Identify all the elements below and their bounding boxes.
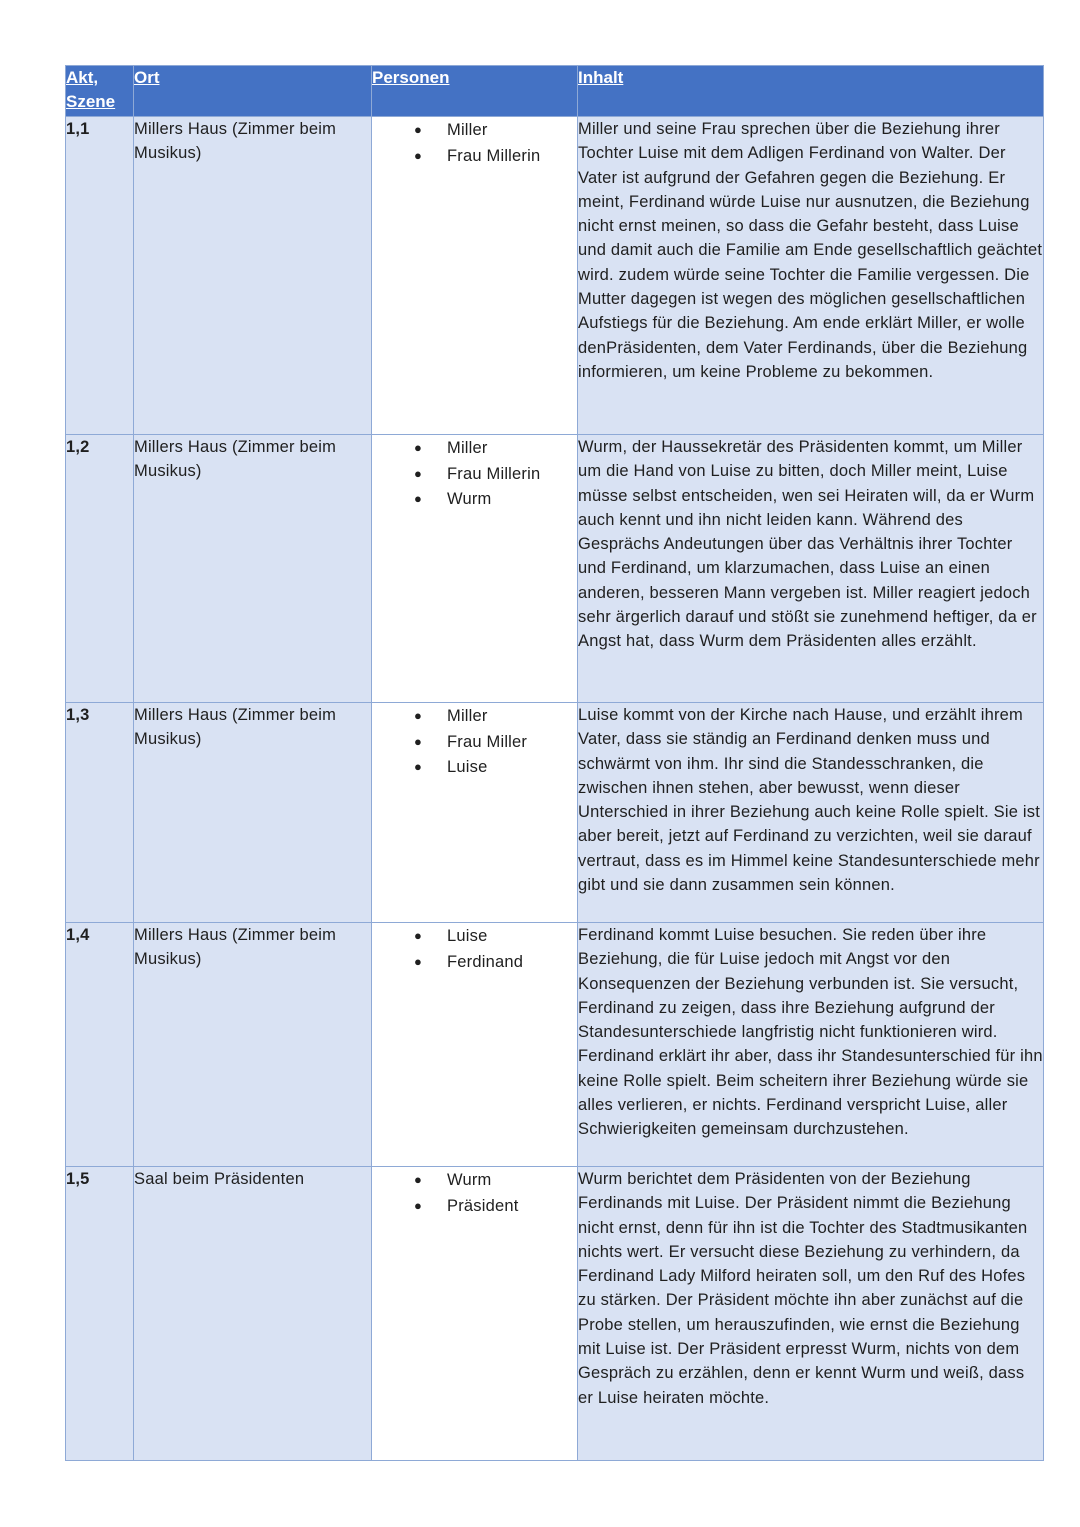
cell-ort: Millers Haus (Zimmer beim Musikus)	[134, 703, 372, 923]
cell-akt: 1,2	[66, 435, 134, 703]
cell-ort: Millers Haus (Zimmer beim Musikus)	[134, 117, 372, 435]
person-item: ● Miller	[372, 703, 577, 729]
person-item: ● Luise	[372, 923, 577, 949]
header-row	[66, 66, 1044, 117]
bullet-icon: ●	[414, 953, 423, 969]
person-list	[372, 923, 577, 974]
table-row	[66, 435, 1044, 703]
person-list	[372, 117, 577, 168]
cell-inhalt: Wurm, der Haussekretär des Präsidenten kommt, um Miller um die Hand von Luise zu bitten, doch Miller meint, Luise müsse selbst entscheiden, wen sei Heiraten will, da er Wurm auch kennt und ihn nicht leiden kann. Während des Gesprächs Andeutungen über das Verhältnis ihrer Tochter und Ferdinand, um klarzumachen, dass Luise an einen anderen, besseren Mann vergeben ist. Miller reagiert jedoch sehr ärgerlich darauf und stößt sie zunehmend heftiger, da er Angst hat, dass Wurm dem Präsidenten alles erzählt.	[578, 435, 1044, 703]
cell-ort: Saal beim Präsidenten	[134, 1167, 372, 1461]
cell-akt: 1,1	[66, 117, 134, 435]
bullet-icon: ●	[414, 1172, 423, 1187]
person-item: ● Frau Millerin	[372, 143, 577, 169]
bullet-icon: ●	[414, 147, 423, 163]
cell-personen	[372, 1167, 578, 1461]
cell-inhalt: Luise kommt von der Kirche nach Hause, und erzählt ihrem Vater, dass sie ständig an Ferdinand denken muss und schwärmt von ihm. Ihr sind die Standesschranken, die zwischen ihnen stehen, aber bewusst, wenn dieser Unterschied in ihrer Beziehung auch keine Rolle spielt. Sie ist aber bereit, jetzt auf Ferdinand zu verzichten, weil sie darauf vertraut, dass es im Himmel keine Standesunterschiede mehr gibt und sie dann zusammen sein können.	[578, 703, 1044, 923]
cell-inhalt: Ferdinand kommt Luise besuchen. Sie reden über ihre Beziehung, die für Luise jedoch mit Angst vor den Konsequenzen der Beziehung verbunden ist. Sie versucht, Ferdinand zu zeigen, dass ihre Beziehung aufgrund der Standesunterschiede langfristig nicht funktionieren wird. Ferdinand erklärt ihr aber, dass ihr Standesunterschied für ihn keine Rolle spielt. Beim scheitern ihrer Beziehung würde sie alles verlieren, er nichts. Ferdinand verspricht Luise, aller Schwierigkeiten gemeinsam durchzustehen.	[578, 923, 1044, 1167]
person-item: ● Wurm	[372, 1167, 577, 1193]
header-ort: Ort	[134, 66, 372, 117]
scene-table	[65, 65, 1044, 1461]
person-item: ● Miller	[372, 435, 577, 461]
bullet-icon: ●	[414, 759, 423, 774]
bullet-icon: ●	[414, 465, 423, 481]
table-row	[66, 1167, 1044, 1461]
cell-inhalt: Wurm berichtet dem Präsidenten von der Beziehung Ferdinands mit Luise. Der Präsident nimmt die Beziehung nicht ernst, denn für ihn ist die Tochter des Stadtmusikanten nichts wert. Er versucht diese Beziehung zu verhindern, da Ferdinand Lady Milford heiraten soll, um den Ruf des Hofes zu stärken. Der Präsident möchte ihn aber zunächst auf die Probe stellen, um herauszufinden, wie ernst die Beziehung mit Luise ist. Der Präsident erpresst Wurm, nichts von dem Gespräch zu erzählen, denn er kennt Wurm und weiß, dass er Luise heiraten möchte.	[578, 1167, 1044, 1461]
table-row	[66, 923, 1044, 1167]
person-item: ● Miller	[372, 117, 577, 143]
bullet-icon: ●	[414, 928, 423, 943]
cell-personen	[372, 435, 578, 703]
cell-personen	[372, 117, 578, 435]
bullet-icon: ●	[414, 733, 423, 749]
header-personen: Personen	[372, 66, 578, 117]
cell-akt: 1,5	[66, 1167, 134, 1461]
bullet-icon: ●	[414, 708, 423, 723]
person-item: ● Frau Millerin	[372, 461, 577, 487]
bullet-icon: ●	[414, 1197, 423, 1213]
cell-ort: Millers Haus (Zimmer beim Musikus)	[134, 923, 372, 1167]
person-item: ● Wurm	[372, 486, 577, 512]
table-row	[66, 703, 1044, 923]
cell-inhalt: Miller und seine Frau sprechen über die Beziehung ihrer Tochter Luise mit dem Adligen Ferdinand von Walter. Der Vater ist aufgrund der Gefahren gegen die Beziehung. Er meint, Ferdinand würde Luise nur ausnutzen, die Beziehung nicht ernst meinen, so dass die Gefahr besteht, dass Luise und damit auch die Familie am Ende gesellschaftlich geächtet wird. zudem würde seine Tochter die Familie vergessen. Die Mutter dagegen ist wegen des möglichen gesellschaftlichen Aufstiegs für die Beziehung. Am ende erklärt Miller, er wolle denPräsidenten, dem Vater Ferdinands, über die Beziehung informieren, um keine Probleme zu bekommen.	[578, 117, 1044, 435]
bullet-icon: ●	[414, 122, 423, 137]
person-item: ● Luise	[372, 754, 577, 780]
cell-personen	[372, 923, 578, 1167]
header-akt-szene: Akt, Szene	[66, 66, 134, 117]
person-list	[372, 435, 577, 512]
cell-ort: Millers Haus (Zimmer beim Musikus)	[134, 435, 372, 703]
header-inhalt: Inhalt	[578, 66, 1044, 117]
bullet-icon: ●	[414, 491, 423, 506]
cell-akt: 1,3	[66, 703, 134, 923]
person-item: ● Frau Miller	[372, 729, 577, 755]
cell-personen	[372, 703, 578, 923]
person-list	[372, 1167, 577, 1218]
person-list	[372, 703, 577, 780]
table-body	[66, 117, 1044, 1461]
person-item: ● Präsident	[372, 1193, 577, 1219]
table-row	[66, 117, 1044, 435]
person-item: ● Ferdinand	[372, 949, 577, 975]
bullet-icon: ●	[414, 440, 423, 455]
cell-akt: 1,4	[66, 923, 134, 1167]
